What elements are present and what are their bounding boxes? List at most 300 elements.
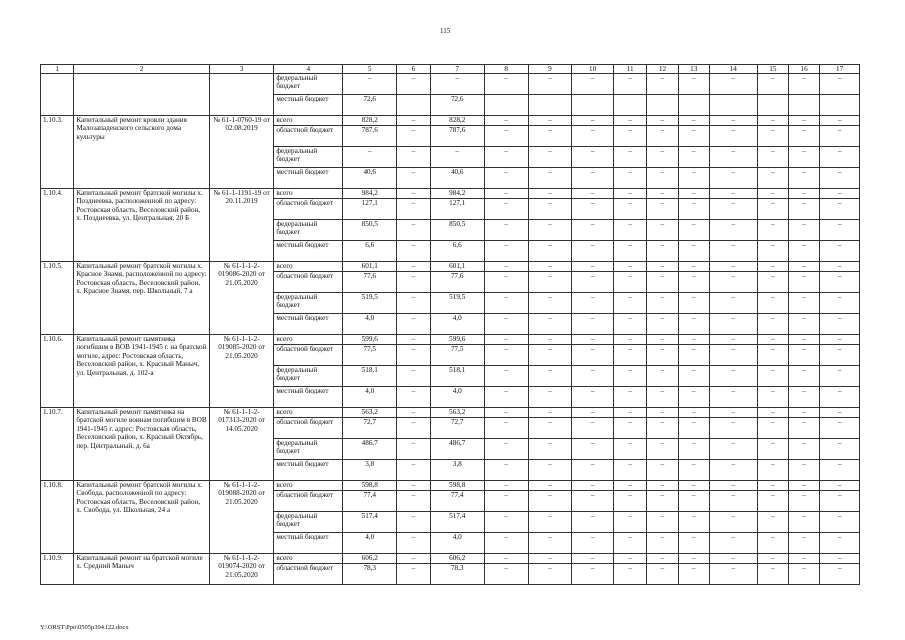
value-col15: –: [757, 126, 788, 147]
value-col9: –: [528, 491, 572, 512]
budget-source: всего: [274, 116, 343, 126]
item-number: 1.10.7.: [41, 408, 74, 481]
value-col12: –: [647, 241, 678, 262]
item-document: № 61-1-1191-19 от 20.11.2019: [209, 189, 274, 262]
value-col17: –: [820, 418, 860, 439]
value-col13: –: [678, 439, 709, 460]
value-col12: –: [647, 147, 678, 168]
value-col6: –: [397, 74, 430, 95]
amount-col7: 828,2: [430, 116, 484, 126]
value-col11: –: [613, 147, 646, 168]
value-col17: –: [820, 408, 860, 418]
table-row: [41, 335, 860, 345]
amount-col5: 127,1: [343, 199, 397, 220]
budget-source: федеральный бюджет: [274, 220, 343, 241]
amount-col5: 77,6: [343, 272, 397, 293]
value-col9: –: [528, 147, 572, 168]
value-col11: –: [613, 418, 646, 439]
item-name: Капитальный ремонт памятника на братской могиле воинам погибшим в ВОВ 1941-1945 г. адрес: Ростовская область, Веселовский район, х. Красный Октябрь, пер. Центральный, д. 6а: [74, 408, 209, 481]
value-col12: –: [647, 533, 678, 554]
value-col16: –: [788, 564, 819, 585]
value-col15: –: [757, 460, 788, 481]
value-col15: –: [757, 439, 788, 460]
value-col15: –: [757, 147, 788, 168]
value-col14: –: [709, 345, 757, 366]
value-col14: [709, 95, 757, 116]
value-col11: –: [613, 554, 646, 564]
table-row: [41, 189, 860, 199]
value-col6: –: [397, 335, 430, 345]
value-col12: –: [647, 335, 678, 345]
item-number: 1.10.4.: [41, 189, 74, 262]
value-col16: [788, 95, 819, 116]
amount-col5: 77,4: [343, 491, 397, 512]
amount-col7: 787,6: [430, 126, 484, 147]
value-col6: –: [397, 460, 430, 481]
amount-col7: 4,0: [430, 314, 484, 335]
amount-col5: 3,8: [343, 460, 397, 481]
value-col16: –: [788, 199, 819, 220]
value-col16: –: [788, 533, 819, 554]
value-col16: –: [788, 345, 819, 366]
value-col12: [647, 95, 678, 116]
value-col10: –: [572, 220, 614, 241]
value-col17: –: [820, 345, 860, 366]
value-col11: –: [613, 74, 646, 95]
value-col13: [678, 95, 709, 116]
budget-source: федеральный бюджет: [274, 439, 343, 460]
value-col13: –: [678, 314, 709, 335]
value-col17: –: [820, 512, 860, 533]
amount-col5: 518,1: [343, 366, 397, 387]
value-col14: –: [709, 168, 757, 189]
value-col8: –: [484, 168, 528, 189]
column-header: 3: [209, 65, 274, 74]
value-col10: –: [572, 314, 614, 335]
value-col8: –: [484, 366, 528, 387]
value-col10: –: [572, 387, 614, 408]
value-col14: –: [709, 418, 757, 439]
item-name: Капитальный ремонт кровли здания Малозападенского сельского дома культуры: [74, 116, 209, 189]
value-col6: –: [397, 345, 430, 366]
value-col11: –: [613, 272, 646, 293]
value-col11: –: [613, 512, 646, 533]
value-col11: –: [613, 314, 646, 335]
value-col15: [757, 95, 788, 116]
value-col9: –: [528, 241, 572, 262]
value-col12: –: [647, 314, 678, 335]
table-row: [41, 408, 860, 418]
value-col8: –: [484, 345, 528, 366]
value-col9: –: [528, 439, 572, 460]
value-col6: –: [397, 262, 430, 272]
value-col14: –: [709, 220, 757, 241]
value-col8: –: [484, 533, 528, 554]
budget-source: всего: [274, 481, 343, 491]
table-row: [41, 74, 860, 95]
value-col15: –: [757, 512, 788, 533]
value-col14: –: [709, 293, 757, 314]
value-col9: –: [528, 387, 572, 408]
value-col11: –: [613, 199, 646, 220]
value-col9: –: [528, 460, 572, 481]
value-col13: –: [678, 262, 709, 272]
item-name: Капитальный ремонт братской могилы х. Позднеевка, расположенной по адресу: Ростовская область, Веселовский район, х. Позднеевка, ул. Центральная, 20 Б: [74, 189, 209, 262]
value-col9: –: [528, 554, 572, 564]
value-col15: –: [757, 262, 788, 272]
value-col11: –: [613, 408, 646, 418]
value-col9: –: [528, 199, 572, 220]
value-col12: –: [647, 408, 678, 418]
value-col14: –: [709, 189, 757, 199]
column-header: 5: [343, 65, 397, 74]
amount-col5: 486,7: [343, 439, 397, 460]
value-col13: –: [678, 408, 709, 418]
budget-source: местный бюджет: [274, 168, 343, 189]
value-col15: –: [757, 199, 788, 220]
value-col16: –: [788, 408, 819, 418]
value-col15: –: [757, 564, 788, 585]
value-col8: –: [484, 74, 528, 95]
column-header: 7: [430, 65, 484, 74]
value-col8: –: [484, 272, 528, 293]
amount-col5: 984,2: [343, 189, 397, 199]
value-col13: –: [678, 418, 709, 439]
value-col13: –: [678, 345, 709, 366]
value-col10: –: [572, 272, 614, 293]
value-col12: –: [647, 439, 678, 460]
value-col10: –: [572, 335, 614, 345]
column-header: 12: [647, 65, 678, 74]
value-col17: –: [820, 126, 860, 147]
value-col15: –: [757, 554, 788, 564]
amount-col7: 4,0: [430, 533, 484, 554]
budget-source: всего: [274, 189, 343, 199]
table-row: [41, 481, 860, 491]
value-col6: –: [397, 439, 430, 460]
amount-col5: –: [343, 147, 397, 168]
value-col12: –: [647, 366, 678, 387]
amount-col7: 984,2: [430, 189, 484, 199]
value-col17: –: [820, 116, 860, 126]
item-number: 1.10.8.: [41, 481, 74, 554]
value-col6: –: [397, 533, 430, 554]
value-col10: –: [572, 293, 614, 314]
value-col17: –: [820, 481, 860, 491]
value-col9: –: [528, 418, 572, 439]
value-col6: –: [397, 314, 430, 335]
item-number: [41, 74, 74, 116]
file-path-footer: Y:\ORST\Ppo\0505p394.f22.docx: [40, 624, 129, 631]
value-col8: –: [484, 418, 528, 439]
value-col13: –: [678, 272, 709, 293]
value-col17: –: [820, 564, 860, 585]
amount-col7: 599,6: [430, 335, 484, 345]
value-col10: –: [572, 116, 614, 126]
amount-col5: 4,0: [343, 314, 397, 335]
column-header: 9: [528, 65, 572, 74]
value-col14: –: [709, 126, 757, 147]
value-col17: –: [820, 335, 860, 345]
value-col11: –: [613, 366, 646, 387]
value-col17: –: [820, 366, 860, 387]
value-col13: –: [678, 74, 709, 95]
value-col13: –: [678, 335, 709, 345]
column-header: 1: [41, 65, 74, 74]
value-col8: [484, 95, 528, 116]
table-row: [41, 116, 860, 126]
amount-col7: –: [430, 74, 484, 95]
value-col10: –: [572, 241, 614, 262]
value-col16: –: [788, 74, 819, 95]
value-col8: –: [484, 387, 528, 408]
value-col15: –: [757, 168, 788, 189]
item-name: Капитальный ремонт памятника погибшим в ВОВ 1941-1945 г. на братской могиле, адрес: Ростовская область, Веселовский район, х. Красный Маныч, ул. Центральная, д. 102-а: [74, 335, 209, 408]
budget-source: федеральный бюджет: [274, 293, 343, 314]
value-col8: –: [484, 335, 528, 345]
budget-source: федеральный бюджет: [274, 147, 343, 168]
budget-source: местный бюджет: [274, 241, 343, 262]
value-col16: –: [788, 147, 819, 168]
value-col9: –: [528, 74, 572, 95]
value-col12: –: [647, 460, 678, 481]
value-col6: –: [397, 189, 430, 199]
value-col17: –: [820, 460, 860, 481]
amount-col7: 519,5: [430, 293, 484, 314]
value-col14: –: [709, 387, 757, 408]
amount-col5: –: [343, 74, 397, 95]
value-col6: –: [397, 564, 430, 585]
value-col8: –: [484, 554, 528, 564]
value-col17: –: [820, 199, 860, 220]
value-col9: –: [528, 481, 572, 491]
amount-col7: 77,5: [430, 345, 484, 366]
value-col14: –: [709, 241, 757, 262]
value-col11: –: [613, 481, 646, 491]
value-col16: –: [788, 387, 819, 408]
value-col8: –: [484, 481, 528, 491]
amount-col7: 78,3: [430, 564, 484, 585]
value-col16: –: [788, 460, 819, 481]
budget-source: всего: [274, 554, 343, 564]
item-document: [209, 74, 274, 116]
value-col13: –: [678, 554, 709, 564]
value-col8: –: [484, 199, 528, 220]
value-col16: –: [788, 272, 819, 293]
amount-col7: 4,0: [430, 387, 484, 408]
value-col15: –: [757, 220, 788, 241]
value-col13: –: [678, 460, 709, 481]
amount-col7: 486,7: [430, 439, 484, 460]
value-col11: –: [613, 116, 646, 126]
budget-source: областной бюджет: [274, 491, 343, 512]
value-col10: –: [572, 460, 614, 481]
value-col14: –: [709, 533, 757, 554]
value-col17: –: [820, 241, 860, 262]
value-col13: –: [678, 168, 709, 189]
column-header: 13: [678, 65, 709, 74]
value-col16: –: [788, 554, 819, 564]
value-col10: –: [572, 126, 614, 147]
amount-col7: –: [430, 147, 484, 168]
value-col9: –: [528, 314, 572, 335]
value-col6: –: [397, 387, 430, 408]
amount-col5: 563,2: [343, 408, 397, 418]
value-col15: –: [757, 335, 788, 345]
amount-col5: 6,6: [343, 241, 397, 262]
value-col8: –: [484, 262, 528, 272]
value-col10: –: [572, 189, 614, 199]
value-col15: –: [757, 345, 788, 366]
budget-source: местный бюджет: [274, 460, 343, 481]
value-col10: –: [572, 74, 614, 95]
amount-col5: 72,6: [343, 95, 397, 116]
budget-source: областной бюджет: [274, 126, 343, 147]
value-col8: –: [484, 460, 528, 481]
value-col12: –: [647, 512, 678, 533]
value-col13: –: [678, 293, 709, 314]
value-col17: –: [820, 74, 860, 95]
item-document: № 61-1-0760-19 от 02.08.2019: [209, 116, 274, 189]
value-col15: –: [757, 314, 788, 335]
value-col16: –: [788, 262, 819, 272]
budget-source: областной бюджет: [274, 199, 343, 220]
value-col15: –: [757, 189, 788, 199]
value-col6: –: [397, 199, 430, 220]
value-col12: –: [647, 189, 678, 199]
item-document: № 61-1-1-2-017313-2020 от 14.05.2020: [209, 408, 274, 481]
value-col11: –: [613, 564, 646, 585]
value-col6: –: [397, 366, 430, 387]
value-col8: –: [484, 293, 528, 314]
value-col6: –: [397, 220, 430, 241]
value-col16: –: [788, 241, 819, 262]
value-col8: –: [484, 147, 528, 168]
value-col16: –: [788, 168, 819, 189]
item-name: Капитальный ремонт братской могилы х. Свобода, расположенной по адресу: Ростовская область, Веселовский район, х. Свобода, ул. Школьная, 24 а: [74, 481, 209, 554]
value-col13: –: [678, 220, 709, 241]
amount-col5: 40,6: [343, 168, 397, 189]
value-col9: –: [528, 189, 572, 199]
value-col17: –: [820, 387, 860, 408]
amount-col5: 517,4: [343, 512, 397, 533]
value-col13: –: [678, 564, 709, 585]
budget-source: федеральный бюджет: [274, 366, 343, 387]
column-header: 11: [613, 65, 646, 74]
value-col17: –: [820, 220, 860, 241]
budget-source: местный бюджет: [274, 533, 343, 554]
value-col6: –: [397, 481, 430, 491]
value-col12: –: [647, 491, 678, 512]
value-col15: –: [757, 116, 788, 126]
value-col17: –: [820, 272, 860, 293]
value-col9: –: [528, 220, 572, 241]
value-col14: –: [709, 147, 757, 168]
amount-col5: 72,7: [343, 418, 397, 439]
budget-source: местный бюджет: [274, 387, 343, 408]
value-col6: –: [397, 272, 430, 293]
value-col11: –: [613, 168, 646, 189]
value-col8: –: [484, 564, 528, 585]
value-col15: –: [757, 481, 788, 491]
value-col9: –: [528, 408, 572, 418]
value-col10: –: [572, 481, 614, 491]
value-col12: –: [647, 293, 678, 314]
value-col16: –: [788, 314, 819, 335]
value-col9: –: [528, 335, 572, 345]
value-col12: –: [647, 199, 678, 220]
value-col15: –: [757, 387, 788, 408]
value-col11: –: [613, 439, 646, 460]
value-col16: –: [788, 126, 819, 147]
value-col10: –: [572, 554, 614, 564]
value-col16: –: [788, 418, 819, 439]
item-document: № 61-1-1-2-019086-2020 от 21.05.2020: [209, 262, 274, 335]
value-col9: –: [528, 533, 572, 554]
value-col17: –: [820, 168, 860, 189]
table-row: [41, 262, 860, 272]
value-col11: –: [613, 533, 646, 554]
amount-col7: 77,4: [430, 491, 484, 512]
value-col10: –: [572, 439, 614, 460]
value-col17: [820, 95, 860, 116]
amount-col7: 72,7: [430, 418, 484, 439]
value-col16: –: [788, 293, 819, 314]
value-col10: –: [572, 345, 614, 366]
value-col10: –: [572, 168, 614, 189]
amount-col7: 72,6: [430, 95, 484, 116]
amount-col7: 601,1: [430, 262, 484, 272]
value-col11: –: [613, 460, 646, 481]
value-col17: –: [820, 189, 860, 199]
value-col11: –: [613, 491, 646, 512]
item-number: 1.10.3.: [41, 116, 74, 189]
column-header: 16: [788, 65, 819, 74]
value-col11: –: [613, 126, 646, 147]
value-col17: –: [820, 262, 860, 272]
value-col11: [613, 95, 646, 116]
amount-col7: 6,6: [430, 241, 484, 262]
item-name: Капитальный ремонт братской могилы х. Красное Знамя, расположенной по адресу: Ростовская область, Веселовский район, х. Красное Знамя, пер. Школьный, 7 а: [74, 262, 209, 335]
value-col9: –: [528, 262, 572, 272]
value-col14: –: [709, 366, 757, 387]
value-col9: –: [528, 512, 572, 533]
value-col13: –: [678, 481, 709, 491]
value-col6: –: [397, 293, 430, 314]
value-col10: [572, 95, 614, 116]
value-col6: –: [397, 126, 430, 147]
value-col14: –: [709, 564, 757, 585]
value-col11: –: [613, 241, 646, 262]
budget-table: [40, 64, 860, 585]
value-col13: –: [678, 147, 709, 168]
value-col11: –: [613, 262, 646, 272]
value-col8: –: [484, 189, 528, 199]
amount-col5: 4,0: [343, 387, 397, 408]
value-col13: –: [678, 533, 709, 554]
budget-source: местный бюджет: [274, 314, 343, 335]
amount-col5: 599,6: [343, 335, 397, 345]
value-col16: –: [788, 481, 819, 491]
value-col13: –: [678, 512, 709, 533]
value-col12: –: [647, 74, 678, 95]
table-row: [41, 554, 860, 564]
value-col14: –: [709, 512, 757, 533]
value-col15: –: [757, 272, 788, 293]
value-col12: –: [647, 387, 678, 408]
amount-col5: 828,2: [343, 116, 397, 126]
value-col16: –: [788, 116, 819, 126]
